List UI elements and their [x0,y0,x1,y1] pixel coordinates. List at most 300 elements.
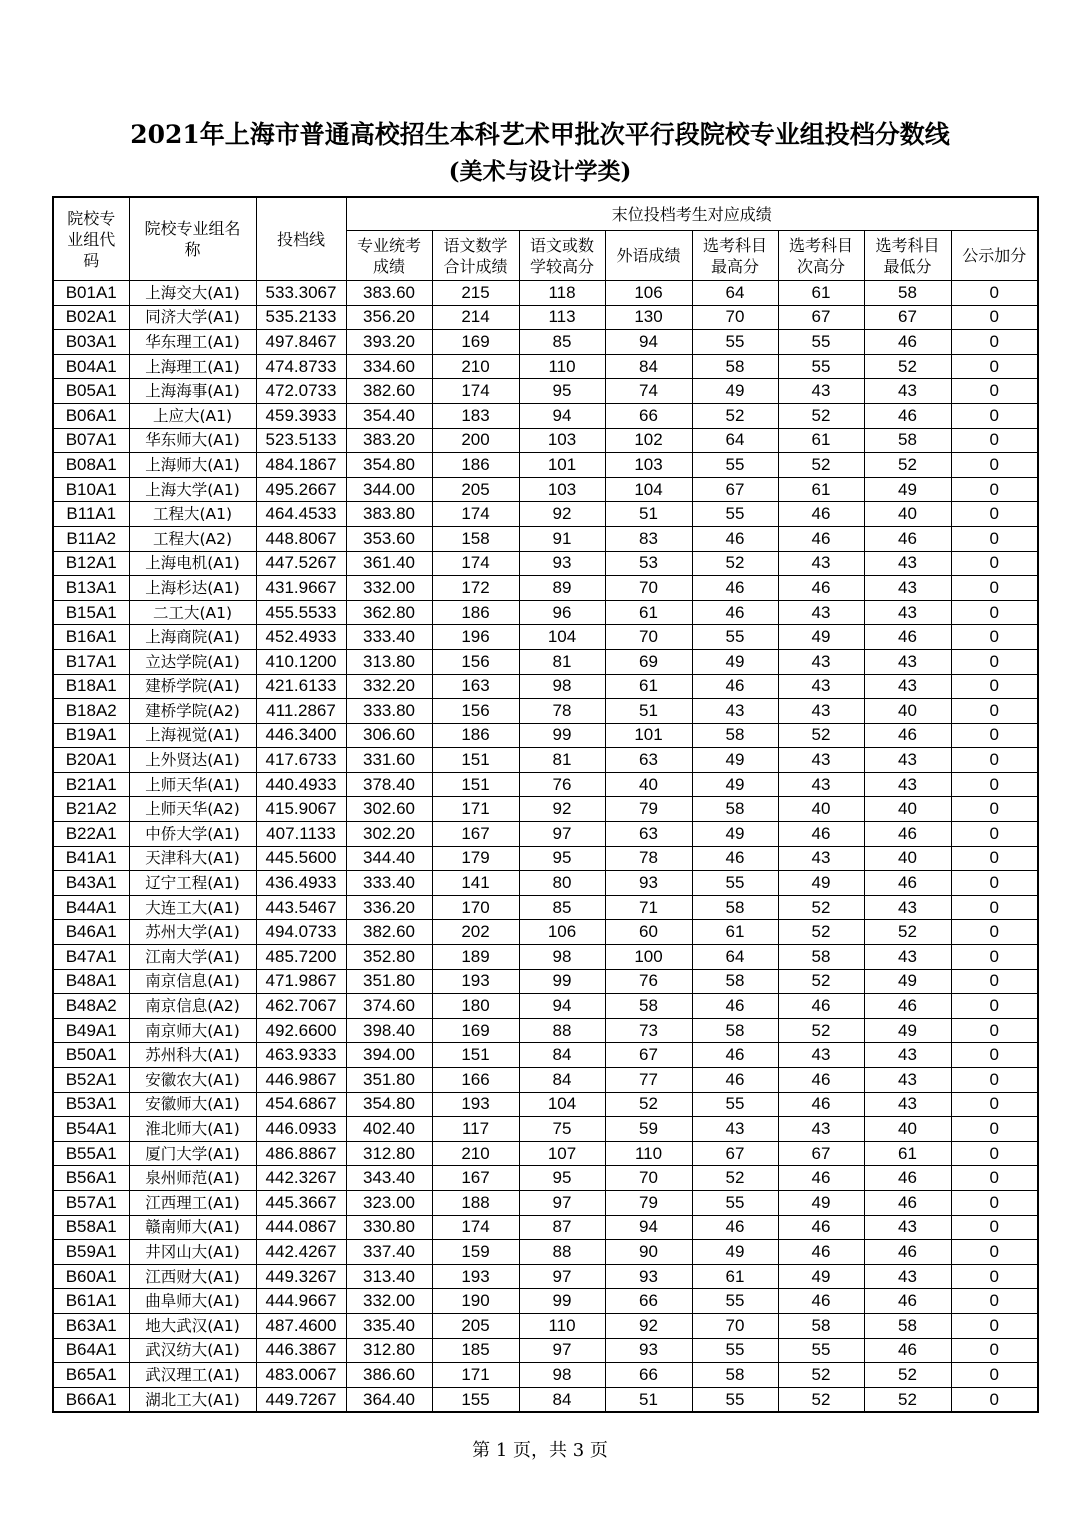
table-cell: 313.80 [346,649,432,674]
table-cell: 130 [605,305,692,330]
table-cell: 0 [951,379,1038,404]
table-cell: 0 [951,920,1038,945]
table-cell: 102 [605,428,692,453]
table-row [53,453,1038,478]
table-cell: 97 [519,822,605,847]
table-cell: 46 [778,1166,864,1191]
cell-name: 建桥学院(A2) [129,699,256,724]
cell-code: B66A1 [53,1387,129,1412]
table-cell: 46 [778,822,864,847]
table-cell: 104 [605,477,692,502]
table-cell: 84 [519,1068,605,1093]
table-cell: 205 [432,477,519,502]
table-cell: 81 [519,649,605,674]
table-cell: 49 [692,379,778,404]
table-cell: 169 [432,330,519,355]
table-cell: 46 [692,1043,778,1068]
table-cell: 46 [778,1068,864,1093]
table-cell: 100 [605,945,692,970]
cell-name: 上师天华(A1) [129,772,256,797]
table-cell: 59 [605,1117,692,1142]
table-cell: 485.7200 [256,945,346,970]
table-cell: 66 [605,403,692,428]
table-cell: 174 [432,551,519,576]
table-cell: 0 [951,1068,1038,1093]
table-cell: 43 [864,748,951,773]
table-cell: 167 [432,822,519,847]
table-cell: 118 [519,281,605,306]
table-cell: 0 [951,502,1038,527]
table-cell: 354.80 [346,453,432,478]
table-cell: 104 [519,625,605,650]
table-cell: 351.80 [346,1068,432,1093]
table-cell: 80 [519,871,605,896]
table-cell: 46 [778,576,864,601]
table-cell: 84 [605,354,692,379]
table-cell: 0 [951,871,1038,896]
cell-name: 上海师大(A1) [129,453,256,478]
table-cell: 193 [432,1264,519,1289]
table-cell: 46 [864,822,951,847]
table-cell: 58 [605,994,692,1019]
table-row [53,1018,1038,1043]
table-cell: 0 [951,1141,1038,1166]
table-row [53,379,1038,404]
table-row [53,1215,1038,1240]
table-cell: 67 [692,1141,778,1166]
table-cell: 58 [692,1363,778,1388]
table-cell: 172 [432,576,519,601]
table-cell: 46 [692,600,778,625]
cell-code: B53A1 [53,1092,129,1117]
table-cell: 46 [864,403,951,428]
table-cell: 73 [605,1018,692,1043]
table-cell: 0 [951,1240,1038,1265]
table-cell: 523.5133 [256,428,346,453]
table-cell: 446.9867 [256,1068,346,1093]
cell-name: 井冈山大(A1) [129,1240,256,1265]
table-cell: 440.4933 [256,772,346,797]
table-cell: 106 [605,281,692,306]
table-cell: 210 [432,354,519,379]
table-cell: 344.40 [346,846,432,871]
header-sub-6: 选考科目最低分 [864,231,951,281]
table-row [53,428,1038,453]
table-cell: 323.00 [346,1190,432,1215]
table-cell: 159 [432,1240,519,1265]
table-cell: 63 [605,748,692,773]
cell-code: B60A1 [53,1264,129,1289]
table-cell: 474.8733 [256,354,346,379]
table-cell: 533.3067 [256,281,346,306]
table-cell: 64 [692,945,778,970]
table-cell: 410.1200 [256,649,346,674]
table-cell: 0 [951,526,1038,551]
table-body [53,281,1038,1413]
table-cell: 174 [432,502,519,527]
table-cell: 40 [864,502,951,527]
cell-code: B56A1 [53,1166,129,1191]
cell-name: 南京信息(A1) [129,969,256,994]
header-sub-1: 语文数学合计成绩 [432,231,519,281]
table-cell: 0 [951,846,1038,871]
cell-name: 建桥学院(A1) [129,674,256,699]
table-cell: 43 [864,674,951,699]
table-cell: 193 [432,969,519,994]
table-cell: 344.00 [346,477,432,502]
table-row [53,723,1038,748]
table-cell: 186 [432,600,519,625]
cell-name: 辽宁工程(A1) [129,871,256,896]
table-cell: 52 [864,354,951,379]
cell-code: B02A1 [53,305,129,330]
table-cell: 46 [864,723,951,748]
cell-name: 赣南师大(A1) [129,1215,256,1240]
cell-code: B55A1 [53,1141,129,1166]
cell-name: 安徽师大(A1) [129,1092,256,1117]
cell-code: B03A1 [53,330,129,355]
cell-code: B08A1 [53,453,129,478]
table-cell: 0 [951,1289,1038,1314]
table-cell: 97 [519,1264,605,1289]
cell-code: B17A1 [53,649,129,674]
table-cell: 58 [692,1018,778,1043]
cell-name: 二工大(A1) [129,600,256,625]
table-cell: 196 [432,625,519,650]
table-cell: 58 [692,723,778,748]
cell-code: B16A1 [53,625,129,650]
table-cell: 58 [864,428,951,453]
table-cell: 74 [605,379,692,404]
table-cell: 183 [432,403,519,428]
table-row [53,1166,1038,1191]
header-name: 院校专业组名称 [129,197,256,281]
table-cell: 103 [519,477,605,502]
table-cell: 43 [778,600,864,625]
table-cell: 447.5267 [256,551,346,576]
table-cell: 58 [692,797,778,822]
table-cell: 302.60 [346,797,432,822]
table-cell: 52 [864,453,951,478]
table-cell: 452.4933 [256,625,346,650]
table-row [53,1387,1038,1412]
table-cell: 302.20 [346,822,432,847]
cell-name: 上海大学(A1) [129,477,256,502]
table-cell: 394.00 [346,1043,432,1068]
table-cell: 98 [519,1363,605,1388]
table-cell: 0 [951,797,1038,822]
table-cell: 151 [432,772,519,797]
table-row [53,576,1038,601]
table-cell: 0 [951,1043,1038,1068]
table-cell: 43 [864,1264,951,1289]
table-cell: 46 [864,1190,951,1215]
table-cell: 70 [605,576,692,601]
cell-name: 武汉理工(A1) [129,1363,256,1388]
table-cell: 76 [605,969,692,994]
table-row [53,305,1038,330]
table-cell: 171 [432,797,519,822]
header-sub-7: 公示加分 [951,231,1038,281]
table-cell: 106 [519,920,605,945]
header-code: 院校专业组代码 [53,197,129,281]
cell-name: 天津科大(A1) [129,846,256,871]
table-row [53,699,1038,724]
table-cell: 49 [692,748,778,773]
table-cell: 40 [864,846,951,871]
table-cell: 52 [778,723,864,748]
table-row [53,920,1038,945]
cell-code: B48A2 [53,994,129,1019]
table-cell: 361.40 [346,551,432,576]
table-cell: 0 [951,354,1038,379]
table-cell: 52 [778,1387,864,1412]
table-row [53,772,1038,797]
table-cell: 46 [864,871,951,896]
table-cell: 0 [951,428,1038,453]
table-cell: 383.80 [346,502,432,527]
cell-name: 苏州科大(A1) [129,1043,256,1068]
table-cell: 312.80 [346,1141,432,1166]
table-cell: 492.6600 [256,1018,346,1043]
table-row [53,1313,1038,1338]
table-cell: 46 [778,1215,864,1240]
table-cell: 449.7267 [256,1387,346,1412]
table-cell: 383.20 [346,428,432,453]
table-cell: 382.60 [346,379,432,404]
table-cell: 174 [432,379,519,404]
cell-code: B15A1 [53,600,129,625]
table-cell: 88 [519,1240,605,1265]
table-cell: 0 [951,625,1038,650]
table-cell: 43 [864,1092,951,1117]
table-cell: 61 [605,600,692,625]
table-cell: 444.0867 [256,1215,346,1240]
score-table [52,196,1039,1413]
table-cell: 52 [864,1363,951,1388]
cell-code: B41A1 [53,846,129,871]
cell-name: 上海理工(A1) [129,354,256,379]
table-row [53,1092,1038,1117]
table-cell: 163 [432,674,519,699]
table-cell: 61 [605,674,692,699]
table-cell: 151 [432,748,519,773]
table-cell: 46 [864,330,951,355]
table-cell: 52 [864,920,951,945]
table-cell: 43 [864,576,951,601]
table-cell: 40 [864,797,951,822]
table-cell: 85 [519,895,605,920]
document-subtitle: (美术与设计学类) [448,158,632,185]
cell-code: B65A1 [53,1363,129,1388]
table-cell: 43 [778,674,864,699]
table-cell: 205 [432,1313,519,1338]
table-cell: 93 [605,1264,692,1289]
table-cell: 337.40 [346,1240,432,1265]
table-cell: 49 [864,477,951,502]
table-cell: 386.60 [346,1363,432,1388]
table-header [53,197,1038,281]
table-cell: 63 [605,822,692,847]
table-cell: 52 [605,1092,692,1117]
cell-code: B11A1 [53,502,129,527]
table-cell: 70 [692,1313,778,1338]
table-cell: 331.60 [346,748,432,773]
table-cell: 0 [951,699,1038,724]
table-row [53,1117,1038,1142]
table-cell: 43 [864,945,951,970]
table-cell: 79 [605,797,692,822]
table-cell: 442.4267 [256,1240,346,1265]
cell-name: 上外贤达(A1) [129,748,256,773]
cell-name: 立达学院(A1) [129,649,256,674]
table-row [53,748,1038,773]
table-cell: 76 [519,772,605,797]
table-cell: 58 [864,281,951,306]
cell-code: B57A1 [53,1190,129,1215]
table-cell: 190 [432,1289,519,1314]
table-cell: 170 [432,895,519,920]
cell-name: 江西理工(A1) [129,1190,256,1215]
table-cell: 43 [692,1117,778,1142]
table-cell: 46 [692,576,778,601]
table-cell: 46 [778,1289,864,1314]
cell-name: 上海交大(A1) [129,281,256,306]
table-cell: 186 [432,453,519,478]
cell-name: 地大武汉(A1) [129,1313,256,1338]
table-cell: 61 [692,1264,778,1289]
header-sub-2: 语文或数学较高分 [519,231,605,281]
table-cell: 334.60 [346,354,432,379]
table-cell: 43 [864,551,951,576]
table-cell: 0 [951,649,1038,674]
table-cell: 46 [692,846,778,871]
table-cell: 55 [692,502,778,527]
cell-name: 江南大学(A1) [129,945,256,970]
table-row [53,822,1038,847]
table-cell: 446.3867 [256,1338,346,1363]
table-row [53,1068,1038,1093]
table-cell: 535.2133 [256,305,346,330]
table-cell: 421.6133 [256,674,346,699]
table-cell: 94 [519,994,605,1019]
table-cell: 40 [864,1117,951,1142]
table-row [53,871,1038,896]
table-row [53,502,1038,527]
table-cell: 449.3267 [256,1264,346,1289]
table-cell: 0 [951,1215,1038,1240]
table-cell: 332.00 [346,1289,432,1314]
table-cell: 49 [864,1018,951,1043]
table-cell: 46 [864,1338,951,1363]
table-cell: 43 [778,748,864,773]
table-cell: 356.20 [346,305,432,330]
header-sub-3: 外语成绩 [605,231,692,281]
table-cell: 46 [778,1240,864,1265]
table-cell: 55 [692,625,778,650]
table-cell: 67 [605,1043,692,1068]
table-cell: 0 [951,748,1038,773]
table-cell: 110 [519,354,605,379]
cell-code: B49A1 [53,1018,129,1043]
cell-code: B50A1 [53,1043,129,1068]
table-cell: 0 [951,945,1038,970]
table-cell: 156 [432,649,519,674]
cell-code: B47A1 [53,945,129,970]
table-cell: 494.0733 [256,920,346,945]
table-cell: 43 [778,1043,864,1068]
table-cell: 67 [864,305,951,330]
table-cell: 49 [692,649,778,674]
table-cell: 333.80 [346,699,432,724]
cell-code: B63A1 [53,1313,129,1338]
table-cell: 52 [864,1387,951,1412]
table-cell: 49 [778,625,864,650]
table-cell: 362.80 [346,600,432,625]
table-cell: 0 [951,1117,1038,1142]
table-cell: 60 [605,920,692,945]
table-cell: 0 [951,600,1038,625]
header-sub-0: 专业统考成绩 [346,231,432,281]
table-row [53,994,1038,1019]
table-cell: 495.2667 [256,477,346,502]
table-cell: 444.9667 [256,1289,346,1314]
table-cell: 93 [519,551,605,576]
table-cell: 186 [432,723,519,748]
table-row [53,649,1038,674]
cell-code: B20A1 [53,748,129,773]
table-cell: 43 [778,772,864,797]
table-cell: 202 [432,920,519,945]
cell-name: 工程大(A1) [129,502,256,527]
table-cell: 0 [951,1018,1038,1043]
table-cell: 210 [432,1141,519,1166]
table-cell: 215 [432,281,519,306]
cell-code: B22A1 [53,822,129,847]
table-cell: 200 [432,428,519,453]
table-cell: 51 [605,699,692,724]
table-cell: 67 [778,1141,864,1166]
table-cell: 46 [864,994,951,1019]
table-cell: 0 [951,674,1038,699]
table-cell: 61 [778,477,864,502]
table-cell: 0 [951,1338,1038,1363]
cell-code: B48A1 [53,969,129,994]
cell-code: B10A1 [53,477,129,502]
table-cell: 107 [519,1141,605,1166]
table-cell: 70 [605,625,692,650]
table-cell: 95 [519,1166,605,1191]
table-cell: 174 [432,1215,519,1240]
table-cell: 81 [519,748,605,773]
table-cell: 445.3667 [256,1190,346,1215]
table-row [53,895,1038,920]
cell-code: B46A1 [53,920,129,945]
table-cell: 43 [864,379,951,404]
table-cell: 84 [519,1387,605,1412]
table-cell: 55 [778,330,864,355]
table-cell: 0 [951,1363,1038,1388]
table-cell: 354.40 [346,403,432,428]
cell-name: 华东师大(A1) [129,428,256,453]
cell-code: B12A1 [53,551,129,576]
table-cell: 446.3400 [256,723,346,748]
header-score: 投档线 [256,197,346,281]
table-cell: 185 [432,1338,519,1363]
table-cell: 75 [519,1117,605,1142]
table-cell: 484.1867 [256,453,346,478]
table-cell: 92 [605,1313,692,1338]
